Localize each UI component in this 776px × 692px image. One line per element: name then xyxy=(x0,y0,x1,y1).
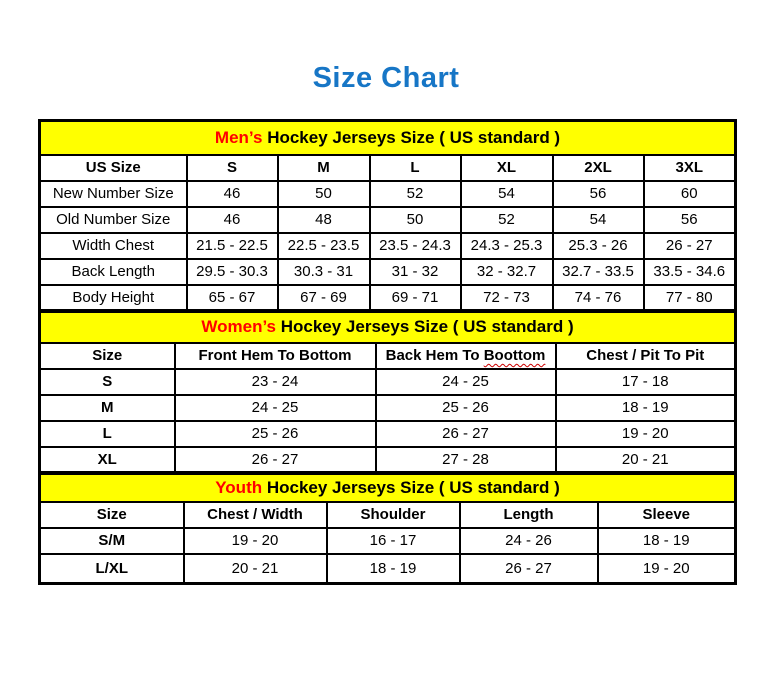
cell: 22.5 - 23.5 xyxy=(278,233,370,259)
cell: 26 - 27 xyxy=(644,233,736,259)
table-row xyxy=(40,233,736,259)
womens-size-table xyxy=(38,310,737,474)
cell: 46 xyxy=(187,207,278,233)
cell: 60 xyxy=(644,181,736,207)
mens-column-header-us-size: US Size xyxy=(40,155,187,181)
youth-column-header-chest: Chest / Width xyxy=(184,502,327,528)
table-row xyxy=(40,369,736,395)
womens-banner-row xyxy=(40,312,736,343)
youth-banner xyxy=(40,474,736,502)
youth-column-header-sleeve: Sleeve xyxy=(598,502,736,528)
cell: 19 - 20 xyxy=(556,421,736,447)
cell: 56 xyxy=(644,207,736,233)
cell: 52 xyxy=(461,207,553,233)
youth-banner-row xyxy=(40,474,736,502)
mens-column-header-s: S xyxy=(187,155,278,181)
cell: 50 xyxy=(370,207,461,233)
cell: 17 - 18 xyxy=(556,369,736,395)
mens-column-header-3xl: 3XL xyxy=(644,155,736,181)
cell: 16 - 17 xyxy=(327,528,460,554)
cell: 72 - 73 xyxy=(461,285,553,311)
row-label: Body Height xyxy=(40,285,187,311)
cell: 31 - 32 xyxy=(370,259,461,285)
womens-column-header-front-hem: Front Hem To Bottom xyxy=(175,343,376,369)
cell: 32.7 - 33.5 xyxy=(553,259,644,285)
cell: 26 - 27 xyxy=(376,421,556,447)
cell: 48 xyxy=(278,207,370,233)
cell: 56 xyxy=(553,181,644,207)
table-row xyxy=(40,181,736,207)
mens-column-header-xl: XL xyxy=(461,155,553,181)
mens-column-header-l: L xyxy=(370,155,461,181)
womens-banner xyxy=(40,312,736,343)
cell: 24 - 25 xyxy=(376,369,556,395)
cell: 29.5 - 30.3 xyxy=(187,259,278,285)
page-title: Size Chart xyxy=(312,62,460,94)
cell: 54 xyxy=(553,207,644,233)
cell: 20 - 21 xyxy=(184,554,327,584)
youth-banner-text: Hockey Jerseys Size ( US standard ) xyxy=(266,477,560,497)
cell: 26 - 27 xyxy=(460,554,598,584)
cell: 25 - 26 xyxy=(376,395,556,421)
cell: 23.5 - 24.3 xyxy=(370,233,461,259)
mens-banner-text: Hockey Jerseys Size ( US standard ) xyxy=(267,127,561,147)
cell: 77 - 80 xyxy=(644,285,736,311)
cell: 52 xyxy=(370,181,461,207)
cell: 24 - 25 xyxy=(175,395,376,421)
row-label: L xyxy=(40,421,175,447)
mens-column-header-m: M xyxy=(278,155,370,181)
youth-header-row xyxy=(40,502,736,528)
cell: 19 - 20 xyxy=(184,528,327,554)
cell: 25 - 26 xyxy=(175,421,376,447)
cell: 74 - 76 xyxy=(553,285,644,311)
womens-column-header-back-hem xyxy=(376,343,556,369)
mens-banner xyxy=(40,121,736,155)
row-label: Old Number Size xyxy=(40,207,187,233)
back-hem-misspelled-word: Boottom xyxy=(483,347,546,364)
cell: 18 - 19 xyxy=(598,528,736,554)
row-label: Width Chest xyxy=(40,233,187,259)
cell: 69 - 71 xyxy=(370,285,461,311)
womens-banner-highlight: Women’s xyxy=(201,317,276,337)
table-row xyxy=(40,395,736,421)
row-label: XL xyxy=(40,447,175,473)
cell: 32 - 32.7 xyxy=(461,259,553,285)
back-hem-label: Back Hem To xyxy=(385,347,480,364)
womens-banner-text: Hockey Jerseys Size ( US standard ) xyxy=(280,317,574,337)
womens-header-row xyxy=(40,343,736,369)
table-row xyxy=(40,207,736,233)
row-label: S/M xyxy=(40,528,184,554)
cell: 18 - 19 xyxy=(556,395,736,421)
cell: 65 - 67 xyxy=(187,285,278,311)
cell: 50 xyxy=(278,181,370,207)
cell: 46 xyxy=(187,181,278,207)
table-row xyxy=(40,528,736,554)
table-row xyxy=(40,554,736,584)
row-label: M xyxy=(40,395,175,421)
cell: 26 - 27 xyxy=(175,447,376,473)
cell: 23 - 24 xyxy=(175,369,376,395)
mens-column-header-2xl: 2XL xyxy=(553,155,644,181)
table-row xyxy=(40,421,736,447)
youth-banner-highlight: Youth xyxy=(215,477,263,497)
womens-column-header-size: Size xyxy=(40,343,175,369)
row-label: Back Length xyxy=(40,259,187,285)
table-row xyxy=(40,259,736,285)
cell: 19 - 20 xyxy=(598,554,736,584)
mens-size-table xyxy=(38,119,737,312)
womens-column-header-chest: Chest / Pit To Pit xyxy=(556,343,736,369)
cell: 67 - 69 xyxy=(278,285,370,311)
table-row xyxy=(40,285,736,311)
cell: 27 - 28 xyxy=(376,447,556,473)
row-label: New Number Size xyxy=(40,181,187,207)
cell: 33.5 - 34.6 xyxy=(644,259,736,285)
mens-banner-highlight: Men’s xyxy=(214,127,263,147)
cell: 21.5 - 22.5 xyxy=(187,233,278,259)
mens-banner-row xyxy=(40,121,736,155)
youth-column-header-length: Length xyxy=(460,502,598,528)
youth-size-table xyxy=(38,472,737,585)
cell: 30.3 - 31 xyxy=(278,259,370,285)
row-label: S xyxy=(40,369,175,395)
cell: 20 - 21 xyxy=(556,447,736,473)
row-label: L/XL xyxy=(40,554,184,584)
youth-column-header-size: Size xyxy=(40,502,184,528)
cell: 18 - 19 xyxy=(327,554,460,584)
cell: 24.3 - 25.3 xyxy=(461,233,553,259)
cell: 54 xyxy=(461,181,553,207)
youth-column-header-shoulder: Shoulder xyxy=(327,502,460,528)
cell: 24 - 26 xyxy=(460,528,598,554)
cell: 25.3 - 26 xyxy=(553,233,644,259)
mens-header-row xyxy=(40,155,736,181)
table-row xyxy=(40,447,736,473)
